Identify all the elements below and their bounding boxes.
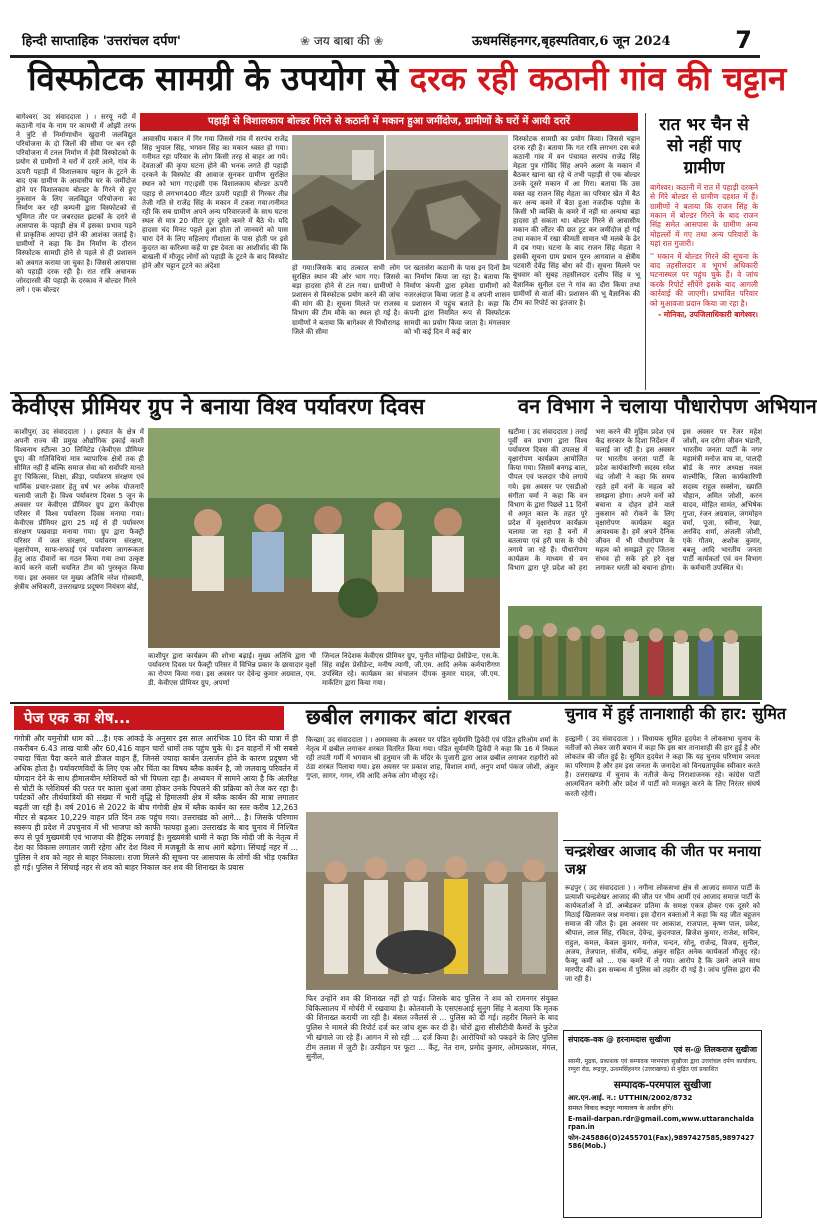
lead-column-3: विस्फोटक सामग्री का प्रयोग किया। जिससे चट्टान दरक रही है। बताया कि गत रात्रि लगभग दस बजे कठानी गांव में वन पंचायत सरपंच राजेंद्र सिंह मेहता पुत्र गोविंद सिंह अपने अलग के मकान में बैठकर खाना खा रहे थे तभी पहाड़ी से एक बोल्डर उनके दूसरे मकान में आ गिरा। बताया कि उस वक्त वह राजन सिंह मेहता का परिवार खेत में बैठ कर अन्य कमरे में बैठा हुआ नजदीक पड़ोस के किसी भी व्यक्ति के कमरे में नहीं था अन्यथा बड़ा हादसा हो सकता था। बोल्डर गिरने से आवासीय मकान की लौंटर की छत टूट कर जमींदोज हो गई तथा मकान में रखा कीमती सामान भी मलबे के ढेर में दब गया। घटना के बाद राजन सिंह मेहता ने इसकी सूचना ग्राम प्रधान पूरन आगवाल व क्षेत्रीय पटवारी देवेंद्र सिंह बोरा को दी। सूचना मिलने पर बुधवार को सुबह तहसीलदार दलीप सिंह व भू वैज्ञानिक सुनील दत्त ने गांव का दौरा किया तथा ग्रामीणों से वार्ता की। प्रशासन की भू वैज्ञानिक की टीम का रिपोर्ट का इंतजार है। bbox=[513, 135, 640, 307]
sidebar-headline: रात भर चैन से सो नहीं पाए ग्रामीण bbox=[659, 115, 749, 178]
lead-column-2: आवासीय मकान में गिर गया जिससे गांव में सरपंच राजेंद्र सिंह भुपाल सिंह, भगवन सिंह का मकान ध्वस्त हो गया। गनीमत रहा परिवार के लोग किसी तरह से बाहर आ गये। देवताओं की कृपा घटना होने की भनक लगते ही पहाड़ी दरकने के विस्फोट की आवाज सुनकर ग्रामीण सुरक्षित स्थान को भाग गए।इसी एक विशालकाय बोल्डर ऊपरी पहाड़ से लगभग400 मीटर ऊपरी पहाड़ी से गिरकर तीव्र तेजी गति से राजेंद्र सिंह के मकान में टकरा गया।गनीमत रही कि सब ग्रामीण अपने अन्य परिवारजनों के साथ घटना स्थल से मात्र 20 मीटर दूर दूसरे कमरे में बैठे थे। यदि हादसा चंद मिनट पहले हुआ होता तो जानवरो को पास चारा देने के लिए महिलाए गौशाला के पास होती पर इसे कुदरत का करिश्मा कहें या इष्ट देवता का आशीर्वाद की कि बाखली में मौजूद लोगों को पहाड़ी के टूटने के बाद विस्फोट होने और चट्टान टूटने का अंदेशा bbox=[142, 135, 288, 271]
kvs-photo bbox=[148, 428, 500, 648]
sidebar-body: बागेश्वर। कठानी में रात में पहाड़ी दरकने से गिरे बोल्डर से ग्रामीण दहशत में हैं। ग्रामीणों ने बताया कि राजन सिंह के मकान में बोल्डर गिरने के बाद राजन सिंह समेत आसपास के ग्रामीण अन्य मोहल्लों में गए तथा अन्य परिवारों के यहां रात गुजारी। bbox=[650, 182, 758, 249]
lead-strap-text: पहाड़ी से विशालकाय बोल्डर गिरने से कठानी में मकान हुआ जमींदोज, ग्रामीणों के घरों में आयी दरारें bbox=[208, 116, 570, 127]
imprint-rni: आर.एन.आई. न.: UTTHIN/2002/8732 bbox=[568, 1094, 693, 1103]
kvs-caption-right: जिन्दल निदेशक केवीएस प्रीमियर ग्रुप, पुनीत मोहिन्द्रा प्रेसीडेन्ट, एस.के. सिंह वाईस प्रेसीडेन्ट, मनीष त्यागी, जी.एम. आदि अनेक कर्मचारीगण उपस्थित रहे। कार्यक्रम का संचालन दीपक कुमार यादव, जी.एम. मार्केटिंग द्वारा किया गया। bbox=[322, 652, 500, 688]
sidebar-byline: - मोनिका, उपजिलाधिकारी बागेश्वर। bbox=[658, 310, 758, 320]
flower-icon: ❀ bbox=[373, 34, 384, 48]
chandra-headline: चन्द्रशेखर आजाद की जीत पर मनाया जश्न bbox=[565, 844, 761, 879]
imprint-small-print: स्वामी, मुद्रक, प्रकाशक एवं सम्पादक परमपाल सुखीजा द्वारा उत्तरांचल दर्पण कार्यालय, रम्पुरा रोड, रूद्रपुर, ऊधमसिंहनगर (उत्तराखण्ड) से मुद्रित एवं प्रकाशित bbox=[568, 1058, 757, 1073]
kvs-headline: केवीएस प्रीमियर ग्रुप ने बनाया विश्व पर्यावरण दिवस bbox=[12, 395, 425, 420]
imprint-editor-2: एवं स-@ तिलकराज सुखीजा bbox=[673, 1045, 757, 1054]
forest-headline: वन विभाग ने चलाया पौधारोपण अभियान bbox=[518, 394, 817, 418]
lead-column-1: बागेश्वर( उद संवाददाता ) । सरयू नदी में कठानी गांव के नाम पर कामधी में ओझी तरफ ने त्रुटि से निर्माणाधीन खुदानी जलविद्युत परियोजना के दो जिलों की सीमा पर बन रही परियोजना में टनल निर्माण में हेवी विस्फोटको के प्रयोग से ग्रामीणों ने घरों में दरारें आने, गांव के ऊपरी पहाड़ी में विशालकाय चट्टान के टूटने के बाद एक ग्रामीण के आवासीय घर के जमींदोज होने पर विशालकाय बोल्डर के गिरने से हुए नुकसान के लिए जलविद्युत परियोजना का निर्माण कर रही कम्पनी द्वारा विस्फोटको से भूमिगत तौर पर जबरदस्त झटकों के दरारे से आसपास के पहाड़ी क्षेत्र में इसका प्रभाव पड़ने से प्राकृतिक आपदा होने की आशंका जताई है।ग्रामीणों ने कहा कि डैम निर्माण के दौरान विस्फोटक सामग्री होने से पहले से ही प्रशासन को अवगत कराया जा चुका है। जिससे आसपास को पहाड़ी दरक रही है। रात रात्रि अचानक जोरदारसी की पहाड़ी के दरकाव ने बोल्डर गिरने लगे । एक बोल्डर bbox=[16, 113, 136, 294]
lead-photo-rubble bbox=[292, 135, 384, 260]
lead-headline bbox=[28, 59, 787, 108]
masthead-date: ऊधमसिंहनगर,बृहस्पतिवार,6 जून 2024 bbox=[472, 34, 671, 49]
masthead bbox=[10, 28, 760, 52]
imprint-phone: फोन-245886(O)2455701(Fax),9897427585,9897427586(Mob.) bbox=[568, 1134, 755, 1151]
forest-body: खटीमा ( उद संवाददाता ) तराई पूर्वी वन प्रभाग द्वारा विश्व पर्यावरण दिवस की उपलक्ष में वृक्षारोपण कार्यक्रम आयोजित किया गया। जिसमें बनगढ़ बाल, पीपल एवं फलदार पौधे लगाये गये। इस अवसर पर एसडीओ संगीता वर्मा ने कहा कि वन विभाग के द्वारा पिछले 11 दिनों से अमृत काल के तहत पूरे प्रदेश में वृक्षारोपण कार्यक्रम चलाया जा रहा है वनों में बतलाया एवं हरी घास के पौधे लगाये जा रहे हैं। पौधारोपण कार्यक्रम के माध्यम से वन विभाग द्वारा पूरे प्रदेश को हरा भरा करने की मुहिम प्रदेश एवं केंद्र सरकार के दिशा निर्देशन में चलाई जा रही है। इस अवसर पर भारतीय जनता पार्टी के प्रदेश कार्यकारिणी सदस्य रमेश चंद्र जोशी ने कहा कि समय रहते हमें वनों के महत्व को समझना होगा। अपने वनों को बचाना व दोहन होने वाले नुकसान को रोकने के लिए वृक्षारोपण कार्यक्रम बहुत आवश्यक है। हमें अपने दैनिक जीवन में भी पौधारोपण के महत्व को समझते हुए जितना संभव हो सके हरे हरे वृक्ष लगाकर धरती को बचाना होगा। इस अवसर पर रेंजर महेश जोशी, वन दरोगा जीवन भंडारी, भारतीय जनता पार्टी के नगर महामंत्री मनोज वाघ वा, पालदी बोर्ड के नगर अध्यक्ष नवल वाल्मीकि, जिला कार्यकारिणी सदस्य राहुल सक्सेना, ख्याति चौहान, अमित जोशी, करन यादव, मोहित सामंत, अभिषेक गुप्ता, रंजन अग्रवाल, जगमोहन वर्मा, पूजा, स्वीना, रेखा, अरविंद शर्मा, अंजली जोशी, एके गौतम, अशोक कुमार, बबलू आदि भारतीय जनता पार्टी कार्यकर्ता एवं वन विभाग के कर्मचारी उपस्थित थे। bbox=[508, 428, 762, 573]
imprint-email: E-mail-darpan.rdr@gmail.com,www.uttaranchaldarpan.in bbox=[568, 1115, 754, 1132]
chunav-headline: चुनाव में हुई तानाशाही की हार: सुमित bbox=[565, 704, 787, 723]
lead-photo-caption-right: पर खतासेरा कठानी के पास इन दिनों डैम का निर्माण किया जा रहा है। बताया कि निर्माण कंपनी द्वारा हमेशा ग्रामीणों को नजरअंदाज किया जाता है व अपनी शासन व प्रशासन में पहुंच बताते है। कहा कि कंपनी द्वारा नियमित रूप से विस्फोटक सामग्री का प्रयोग किया जाता है। मंगलवार को भी कई दिन में कई बार bbox=[404, 264, 510, 336]
lead-strap bbox=[140, 113, 638, 131]
masthead-motto bbox=[300, 32, 384, 49]
flower-icon: ❀ bbox=[300, 34, 311, 48]
sidebar-quote: '' मकान में बोल्डर गिरने की सूचना के बाद तहसीलदार व भूगर्भ अधिकारी घटनास्थल पर पहुंच चुके हैं। वे जांच करके रिपोर्ट सौंपेंगे इसके बाद आगली कार्रवाई की जाएगी। प्रभावित परिवार को मुआवजा प्रदान किया जा रहा है। bbox=[650, 251, 758, 308]
page-one-body: गंगोत्री और यमुनोत्री धाम को ...है। एक आंकड़े के अनुसार इस साल आरंभिक 10 दिन की यात्रा में ही तकरीबन 6.43 लाख यात्री और 60,416 वाहन चारों धामों तक पहुंच चुके थे। इन वाहनों में भी सबसे ज्यादा चिंता पैदा करने वाले डीजल वाहन हैं, जिनसे ज्यादा कार्बन उत्सर्जन होने के कारण प्रदूषण भी अधिक होता है। पर्यावरणविदों के लिए एक और चिंता का विषय ब्लैक कार्बन है, जो जलवायु परिवर्तन में योगदान देने के साथ हीमालयीन ग्लेशियरों को भी पिघला रहा है। अध्ययन में सामने आया है कि अंतरिक्ष से चोटी के ग्लेशियर्स की परत पर काला धुआं जमा होकर उनके पिघलने की प्रक्रिया को तेज कर रहा है। पर्यटकों और तीर्थयात्रियों की संख्या में भारी वृद्धि से हिमालयी क्षेत्र में ब्लैक कार्बन की मात्रा लगातार बढ़ती जा रही है। वर्ष 2016 से 2022 के बीच गंगोत्री क्षेत्र में ब्लैक कार्बन का स्तर करीब 12,263 मीटर से बढ़कर 10,229 वाहन प्रति दिन तक पहुंच गया। उत्तराखंड को आगे... है। जिसके परिणाम स्वरूप ही प्रदेश में उपचुनाव में भी भाजपा को काफी फायदा हुआ। उत्तराखंड के बाद चुनाव में निश्चित रूप से पूर्व मुख्यमंत्री एवं भाजपा की हैट्रिक लगवाई है। मुख्यमंत्री धामी ने कहा कि मोदी जी के नेतृत्व में देश का विकास लगातार जारी रहेगा और देश विश्व में मजबूती के साथ आगे बढ़ेगा। सिंचाई नहर में ... पुलिस ने शव को नहर से बाहर निकाला। राजा मिलने की सूचना पर आसपास के लोगों की भीड़ एकत्रित हो गई। पुलिस ने सिंचाई नहर से शव को बाहर निकाल कर शव की शिनाख्त के प्रयास bbox=[14, 734, 298, 872]
imprint-editor-label: सम्पादक-परमपाल सुखीजा bbox=[613, 1080, 712, 1092]
chunav-body: हल्द्वानी ( उद संवाददाता ) । विधायक सुमित हृदयेश ने लोकसभा चुनाव के नतीजों को लेकर जारी बयान में कहा कि इस बार तानाशाही की हार हुई है और लोकतंत्र की जीत हुई है। सुमित हृदयेश ने कहा कि यह चुनाव परिणाम जनता का परिणाम है और हम इस जनता के जनादेश को विनम्रतापूर्वक स्वीकार करते है। उत्तराखण्ड में चुनाव के नतीजे केन्द्र निराशाजनक रहे। कांग्रेस पार्टी आत्मचिंतन करेगी और प्रदेश में पार्टी को मजबूत करने के लिए निरंतर संघर्ष करती रहेगी। bbox=[565, 735, 760, 798]
imprint-editor-1: संपादक-वक @ हरनामदास सुखीजा bbox=[568, 1035, 671, 1044]
sharbat-body: किच्छा( उद संवाददाता ) । अमावस्या के अवसर पर पंडित सूर्यमणि द्विवेदी एवं पंडित हरिओम शर्मा के नेतृत्व में छबील लगाकर शरबत वितरित किया गया। पंडित सूर्यमणि द्विवेदी ने कहा कि 16 मे निकल रही तपती गर्मी में भगवान श्री हनुमान जी के मंदिर के पुजारी द्वारा आज छबील लगाकर राहगीरों को ठंडा शरबत पिलाया गया। इस अवसर पर प्रकाश शाह, विशाल शर्मा, अनुप शर्मा पंकज जोशी, अंकुर गुप्ता, सागर, गगन, रवि आदि अनेक लोग मौजूद रहे। bbox=[306, 736, 558, 781]
imprint-editors bbox=[568, 1035, 757, 1045]
lead-photo-boulder bbox=[386, 135, 508, 260]
kvs-caption-left: काशीपुर द्वारा कार्यक्रम की शोभा बढ़ाई। मुख्य अतिथि द्वारा भी पर्यावरण दिवस पर फैक्ट्री परिसर में विभिन्न प्रकार के छायादार वृक्षों का रोपण किया गया। इस अवसर पर देवेन्द्र कुमार अग्रवाल, एम. डी. केवीएस प्रीमियर ग्रुप, अपर्णा bbox=[148, 652, 316, 688]
masthead-rule bbox=[10, 55, 760, 58]
imprint-jurisdiction: समस्त विवाद रूद्रपुर न्यायालय के अधीन होंगे। bbox=[568, 1104, 674, 1113]
lead-headline-black: विस्फोटक सामग्री के उपयोग से bbox=[28, 59, 399, 98]
page-one-banner-text: पेज एक का शेष... bbox=[24, 709, 131, 727]
lead-photo-caption-left: हो गया।जिसके बाद तत्काल सभी लोग सुरक्षित स्थान की ओर भाग गए। जिससे बड़ा हादसा होने से टल गया। ग्रामीणों ने प्रशासन से विस्फोटक प्रयोग करने की जांच की मांग की है। सूचना मिलते पर राजस्व विभाग की टीम मौके का स्थल हो गई है। ग्रामीणों ने बताया कि बागेश्वर से पिथौरागढ़ जिले की सीमा bbox=[292, 264, 400, 336]
masthead-paper-name: हिन्दी साप्ताहिक 'उत्तरांचल दर्पण' bbox=[22, 34, 181, 49]
section-rule-3 bbox=[563, 840, 761, 841]
sharbat-headline: छबील लगाकर बांटा शरबत bbox=[306, 705, 511, 729]
sharbat-continuation: फिर उन्होंने शव की शिनाख्त नहीं हो पाई। जिसके बाद पुलिस ने शव को रामनगर संयुक्त चिकित्सालय में मोर्चरी में रखवाया है। कोतवाली के एसएसआई सुनुग सिंह ने बताया कि मृतक की शिनाख्त करायी जा रही है। बंसल ज्वैलर्स से ... पुलिस को दी गई। तहरीर मिलने के बाद पुलिस ने मामले की रिपोर्ट दर्ज कर जांच शुरू कर दी है। चोरों द्वारा सीसीटीवी कैमरों के फुटेज भी खंगाले जा रहे हैं। आगन में सो रही ... दर्ज किया है। आरोपियों को पकड़ने के लिए पुलिस टीम तलाश में जुटी है। उत्पीड़न पर फूटा ... कैंट्र, नेत राम, प्रमोद कुमार, ओमप्रकाश, मंगल, सुनील, bbox=[306, 994, 558, 1062]
forest-photo bbox=[508, 606, 762, 700]
page-number: 7 bbox=[735, 26, 752, 54]
kvs-body: काशीपुर( उद संवाददाता ) । इस्पात के क्षेत्र में अपनी राज्य की प्रमुख औद्योगिक इकाई काशी विश्वनाथ स्टील्स 30 लिमिटेड (केवीएस प्रीमियर ग्रुप) की गतिविधियां मात्र व्यापारिक क्षेत्रों तक ही सीमित नहीं हैं बल्कि समाज सेवा को सर्वोपरि मानते हुए चिकित्सा, शिक्षा, क्रीड़ा, पर्यावरण संरक्षण एवं धार्मिक प्रचार-प्रसार हेतु वर्ष भर अनेक योजनाएँ चलायी जाती हैं। विश्व पर्यावरण दिवस 5 जून के अवसर पर केवीएस प्रीमियर ग्रुप द्वारा केवीएस परिसर में विश्व पर्यावरण दिवस मनाया गया। केवीएस प्रीमियर द्वारा 25 मई से ही पर्यावरण संरक्षण पखवाड़ा मनाया गया। ग्रुप द्वारा फैक्ट्री परिसर में जल संरक्षण, पर्यावरण संरक्षण, वृक्षारोपण, साफ-सफाई एवं पर्यावरण जागरूकता हेतु आठ दीवारों का गठन किया गया तथा उत्कृष्ट कार्य करने वाली चयनित टीम को पुरस्कृत किया गया। इस अवसर पर मुख्य अतिथि नरेश गोस्वामी, क्षेत्रीय अधिकारी, उत्तराखण्ड प्रदूषण नियंत्रण बोर्ड, bbox=[14, 428, 144, 591]
sharbat-photo bbox=[306, 812, 558, 990]
imprint-box bbox=[563, 1030, 762, 1218]
masthead-motto-text: जय बाबा की bbox=[313, 34, 370, 48]
page-one-banner bbox=[14, 706, 284, 730]
sidebar-box bbox=[645, 113, 762, 390]
chandra-body: रूद्रपुर ( उद संवाददाता ) । नगीना लोकसभा क्षेत्र से आजाद समाज पार्टी के प्रत्याशी चन्द्रशेखर आजाद की जीत पर भीम आर्मी एवं आजाद समाज पार्टी के कार्यकर्ताओं ने डॉ. अम्बेडकर प्रतिमा के समक्ष एकत्र होकर एक दूसरे को मिठाई खिलाकर जश्न मनाया। इस दौरान वक्ताओं ने कहा कि यह जीत बहुजन समाज की जीत है। इस अवसर पर आकाश, राजपाल, कृष्ण पाल, प्रवेश, श्रीपाल, लाल सिंह, रविदत्त, देवेन्द्र, कुंदनपाल, ब्रिजेश कुमार, राजेश, सचिन, राहुल, कमल, केवल कुमार, मनोज, चन्दन, सोनू, राजेन्द्र, विजय, सुनील, अजय, तेजपाल, संजीव, धर्मेन्द्र, अंकुर सहित अनेक कार्यकर्ता मौजूद रहे। फैक्टू कर्मी को ... एक कमरे में ले गया। आरोप है कि उसने अपने साथ मारपीट की। इस सम्बन्ध में पुलिस को तहरीर दी गई है। जांच पुलिस द्वारा की जा रही है। bbox=[565, 884, 760, 983]
lead-headline-red: दरक रही कठानी गांव की चट्टान bbox=[409, 59, 787, 98]
